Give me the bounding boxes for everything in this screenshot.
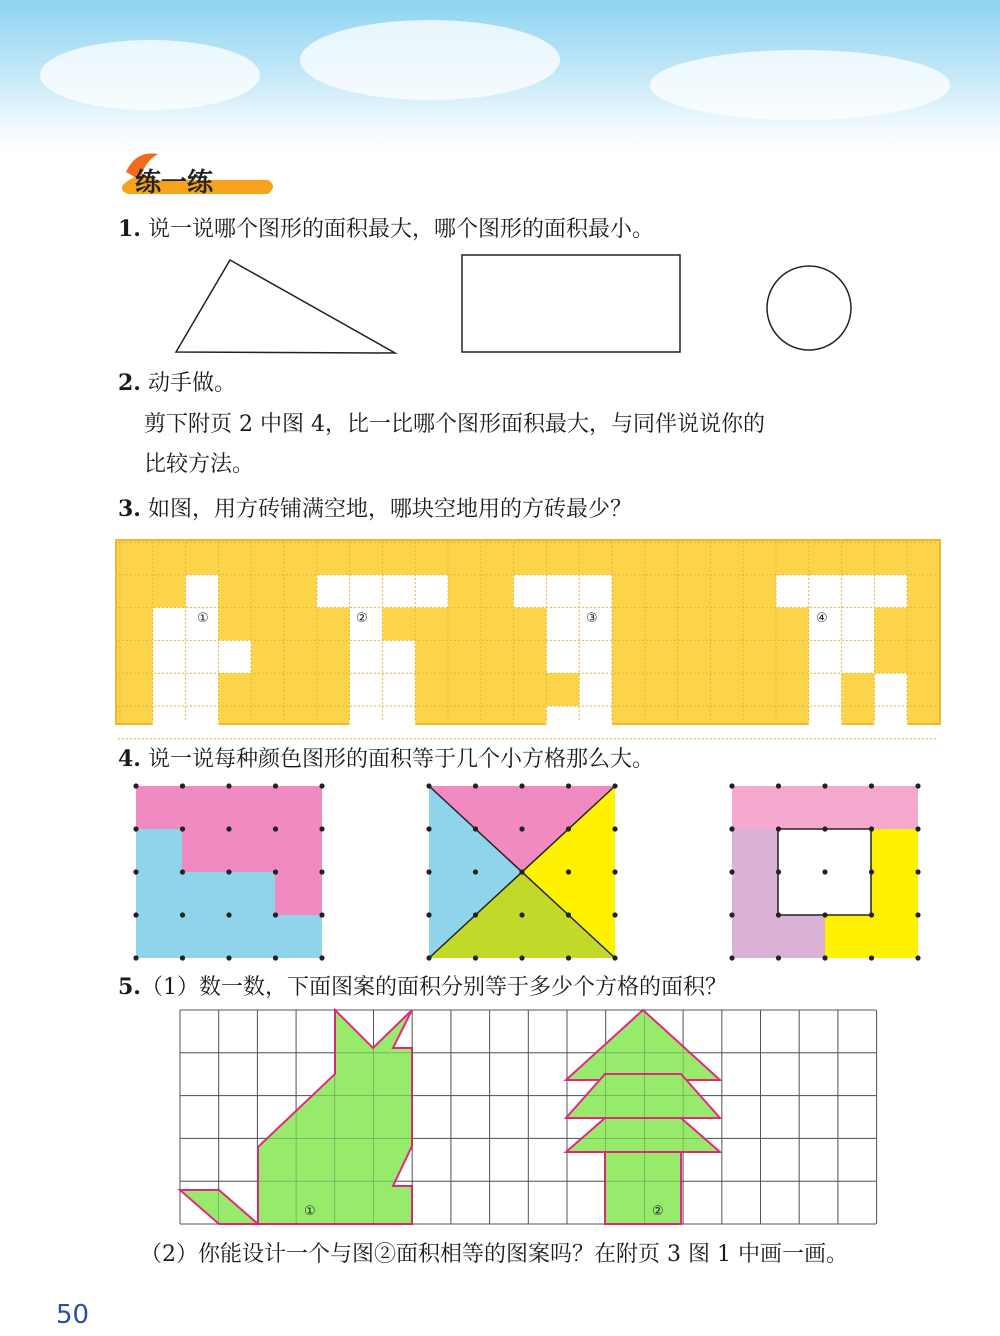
figure-label-2: ② [652, 1204, 664, 1219]
lot-label-4: ④ [816, 611, 828, 626]
cloud-decoration [300, 20, 560, 100]
question-1 [118, 214, 654, 245]
color-figure-2 [429, 786, 615, 958]
question-2-line-1: 剪下附页 2 中图 4，比一比哪个图形面积最大，与同伴说说你的 [144, 412, 765, 437]
question-3-number: 3. [118, 496, 141, 522]
header-sky-background [0, 0, 1000, 150]
question-1-text: 说一说哪个图形的面积最大，哪个图形的面积最小。 [147, 217, 654, 242]
question-5-part-2: （2）你能设计一个与图②面积相等的图案吗？在附页 3 图 1 中画一画。 [140, 1242, 848, 1267]
question-3-text: 如图，用方砖铺满空地，哪块空地用的方砖最少？ [147, 497, 632, 522]
color-figure-1 [136, 786, 322, 958]
question-5-number: 5. [118, 974, 141, 1000]
question-2-number: 2. [118, 370, 141, 396]
lot-label-3: ③ [586, 611, 598, 626]
question-4-text: 说一说每种颜色图形的面积等于几个小方格那么大。 [147, 747, 654, 772]
tree-top [566, 1010, 720, 1080]
question-2 [118, 368, 236, 399]
cloud-decoration [40, 40, 260, 110]
question-3-tile-grid [116, 540, 940, 724]
circle-shape [767, 266, 851, 350]
question-5-part-1 [118, 972, 727, 1003]
light-pink-region [732, 786, 918, 829]
question-4 [118, 744, 654, 775]
question-5-grid [180, 1010, 876, 1226]
tree-lower [566, 1118, 720, 1152]
question-4-number: 4. [118, 746, 141, 772]
question-1-shapes [170, 255, 870, 365]
page-number: 50 [56, 1300, 90, 1330]
lot-label-1: ① [197, 611, 209, 626]
tree-trunk [605, 1152, 681, 1224]
figure-label-1: ① [304, 1204, 316, 1219]
section-title: 练一练 [135, 168, 214, 198]
color-figure-3 [732, 786, 918, 958]
triangle-shape [176, 260, 395, 353]
question-5-text-1: （1）数一数，下面图案的面积分别等于多少个方格的面积？ [140, 975, 727, 1000]
lot-label-2: ② [356, 611, 368, 626]
question-2-text: 动手做。 [147, 371, 236, 396]
cloud-decoration [650, 50, 950, 120]
question-2-line-2: 比较方法。 [144, 452, 255, 477]
question-1-number: 1. [118, 216, 141, 242]
question-3 [118, 494, 632, 525]
rectangle-shape [462, 255, 680, 352]
